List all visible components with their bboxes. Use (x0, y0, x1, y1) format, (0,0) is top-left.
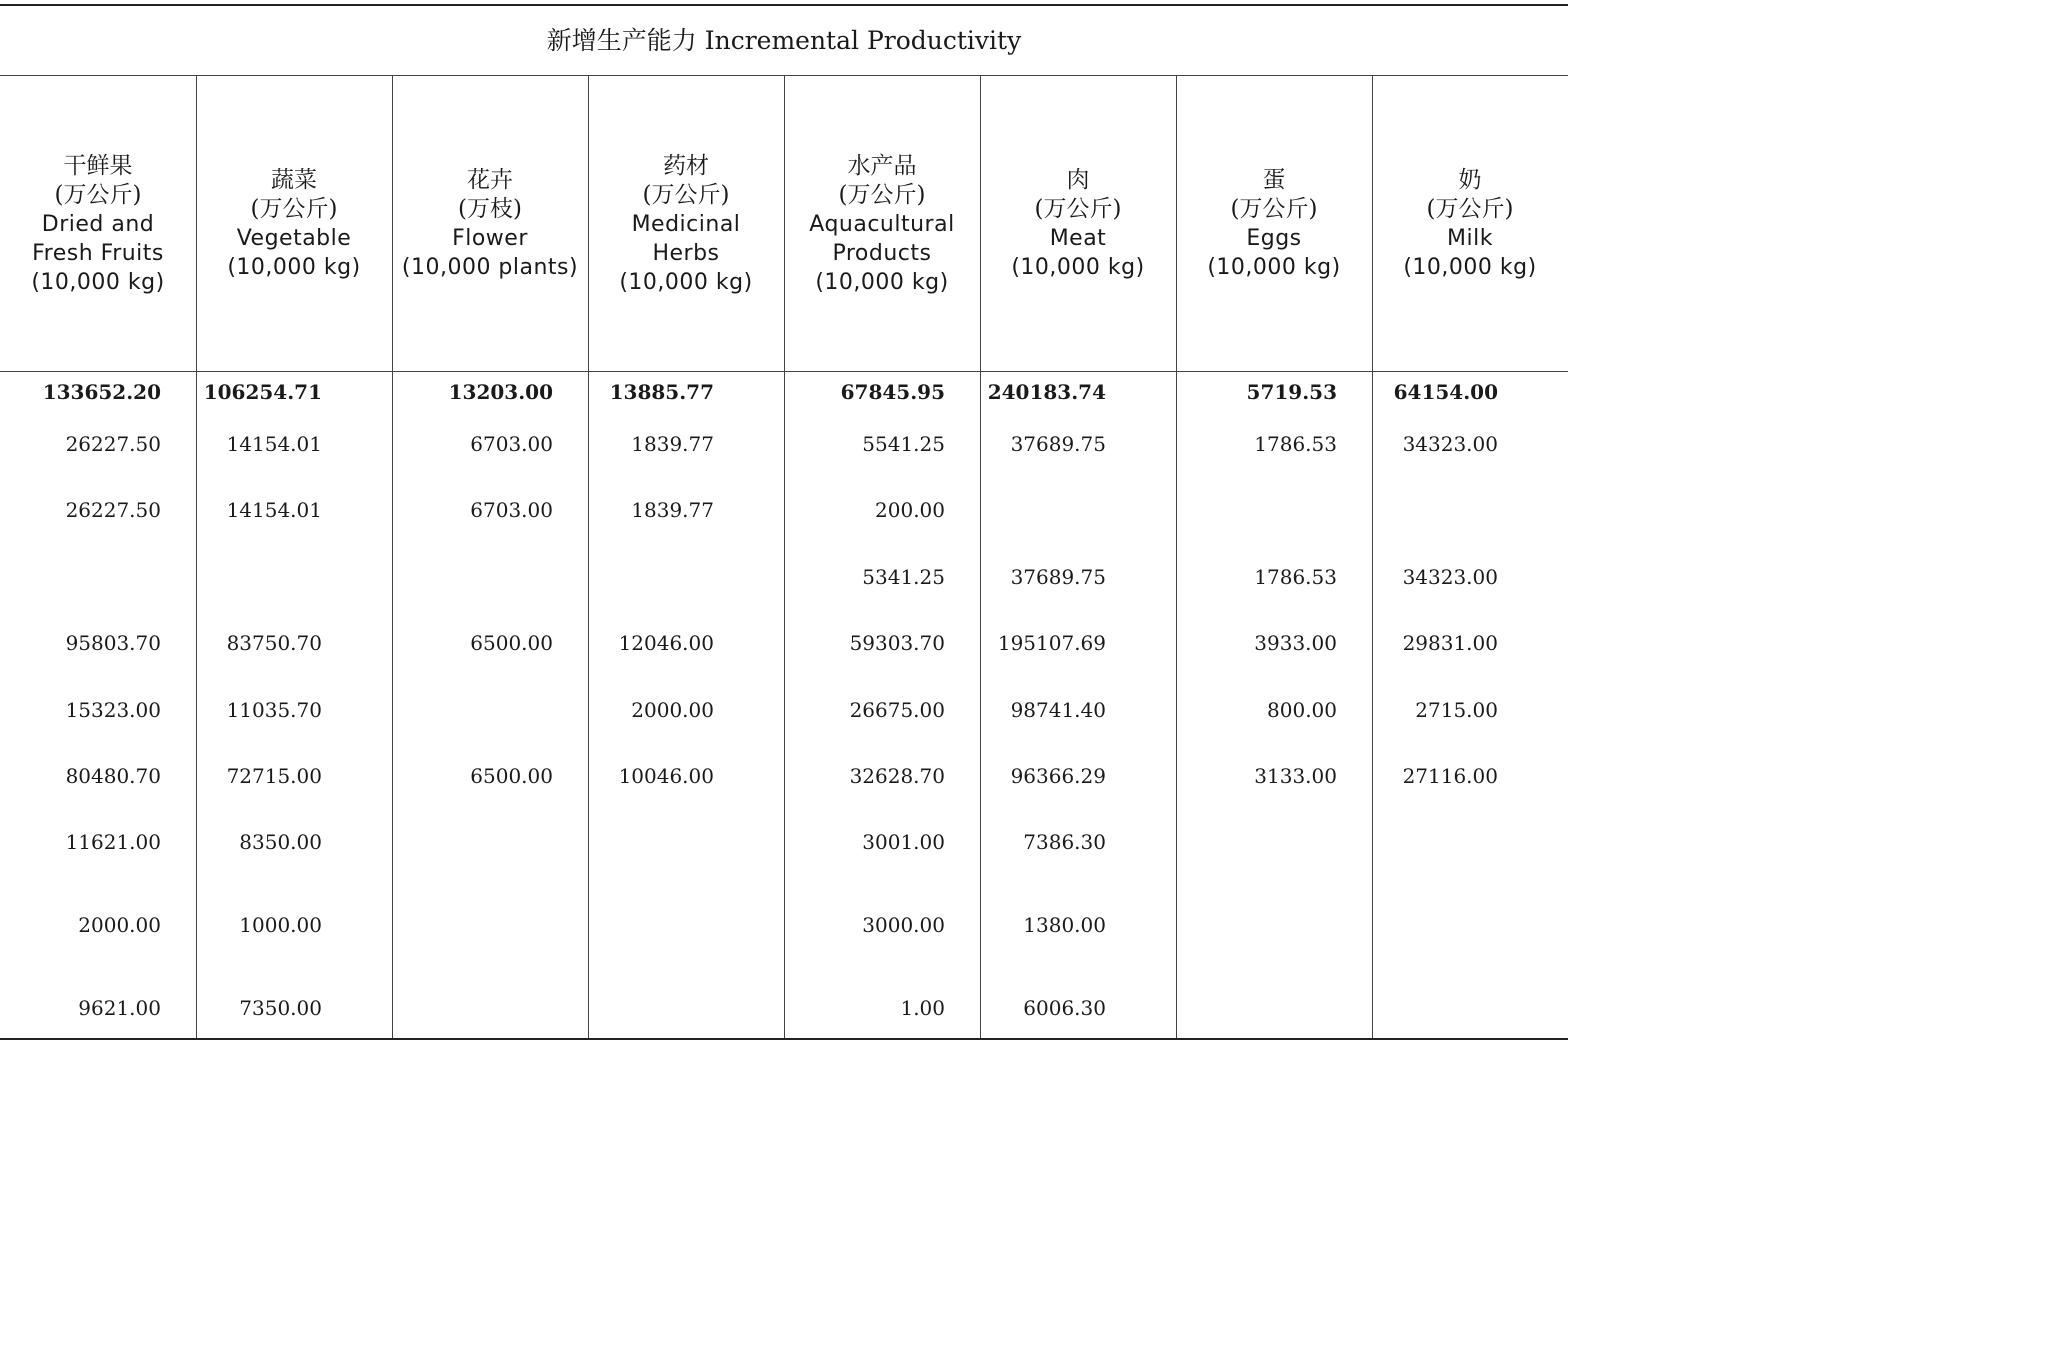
table-cell: 59303.70 (849, 631, 945, 655)
table-cell: 9621.00 (78, 996, 161, 1020)
table-cell: 14154.01 (226, 498, 322, 522)
header-name-en: Eggs (1246, 226, 1302, 251)
table-cell: 1000.00 (239, 913, 322, 937)
column-header (784, 77, 980, 371)
table-cell: 34323.00 (1402, 565, 1498, 589)
header-unit-en: (10,000 plants) (401, 255, 579, 280)
table-cell: 240183.74 (987, 380, 1106, 404)
table-row (0, 905, 1568, 945)
table-cell: 26227.50 (65, 498, 161, 522)
header-name-en: Herbs (652, 240, 720, 266)
column-header-text (1011, 166, 1144, 282)
table-cell: 26227.50 (65, 432, 161, 456)
table-row (0, 988, 1568, 1028)
table-cell (1372, 905, 1498, 945)
table-cell: 26675.00 (849, 698, 945, 722)
table-cell (1372, 988, 1498, 1028)
table-row (0, 623, 1568, 663)
header-unit-en: (10,000 kg) (1207, 255, 1341, 280)
table-cell: 5541.25 (862, 432, 945, 456)
column-header-text (1207, 166, 1340, 282)
table-cell: 11621.00 (65, 830, 161, 854)
table-cell (392, 822, 553, 862)
column-header-text (227, 166, 360, 282)
table-cell (392, 557, 553, 597)
table-cell: 14154.01 (226, 432, 322, 456)
table-cell: 64154.00 (1393, 380, 1498, 404)
header-name-zh: 蛋 (1262, 167, 1286, 193)
header-name-zh: 蔬菜 (271, 167, 317, 193)
table-cell: 3000.00 (862, 913, 945, 937)
table-row (0, 690, 1568, 730)
table-cell: 37689.75 (1010, 432, 1106, 456)
table-cell: 15323.00 (65, 698, 161, 722)
table-cell (0, 557, 161, 597)
header-unit-zh: (万公斤) (1426, 196, 1514, 222)
table-cell: 2000.00 (78, 913, 161, 937)
table-cell: 13203.00 (448, 380, 553, 404)
table-cell: 37689.75 (1010, 565, 1106, 589)
table-cell (392, 905, 553, 945)
table-cell: 1786.53 (1254, 432, 1337, 456)
table-cell (196, 557, 322, 597)
table-cell: 6006.30 (1023, 996, 1106, 1020)
column-header-text (1403, 166, 1536, 282)
table-cell (588, 557, 714, 597)
table-cell (1176, 905, 1337, 945)
table-cell: 1839.77 (631, 498, 714, 522)
table-cell: 10046.00 (618, 764, 714, 788)
total-row (0, 372, 1568, 412)
header-unit-en: (10,000 kg) (31, 269, 165, 295)
table-cell (1176, 490, 1337, 530)
column-header-text (619, 152, 752, 297)
table-row (0, 424, 1568, 464)
header-name-en: Products (832, 240, 932, 266)
table-row (0, 822, 1568, 862)
header-unit-en: (10,000 kg) (1011, 255, 1145, 280)
table-row (0, 490, 1568, 530)
table-cell: 106254.71 (203, 380, 322, 404)
table-cell: 27116.00 (1402, 764, 1498, 788)
header-unit-zh: (万公斤) (838, 181, 926, 208)
table-cell: 11035.70 (226, 698, 322, 722)
header-name-zh: 奶 (1458, 167, 1482, 193)
header-name-zh: 肉 (1066, 167, 1090, 193)
column-header (392, 77, 588, 371)
column-header-text (402, 166, 578, 282)
header-name-en: Dried and (41, 211, 155, 237)
table-cell (1372, 490, 1498, 530)
table-cell: 95803.70 (65, 631, 161, 655)
table-title: 新增生产能力 Incremental Productivity (546, 26, 1022, 55)
header-name-en: Aquacultural (809, 211, 955, 237)
table-cell: 72715.00 (226, 764, 322, 788)
column-header (1176, 77, 1372, 371)
table-cell: 6500.00 (470, 764, 553, 788)
header-name-en: Vegetable (236, 226, 352, 251)
table-cell: 6703.00 (470, 432, 553, 456)
table-cell: 8350.00 (239, 830, 322, 854)
column-header-text (31, 152, 164, 297)
column-header (980, 77, 1176, 371)
table-cell: 1786.53 (1254, 565, 1337, 589)
header-name-zh: 干鲜果 (63, 152, 133, 179)
table-cell: 96366.29 (1010, 764, 1106, 788)
table-cell (392, 690, 553, 730)
column-header (0, 77, 196, 371)
header-name-en: Meat (1049, 226, 1107, 251)
header-unit-zh: (万公斤) (54, 181, 142, 208)
table-cell: 133652.20 (42, 380, 161, 404)
header-name-zh: 药材 (663, 152, 709, 179)
table-cell: 12046.00 (618, 631, 714, 655)
table-cell (1372, 822, 1498, 862)
header-unit-en: (10,000 kg) (815, 269, 949, 295)
header-unit-en: (10,000 kg) (1403, 255, 1537, 280)
table-cell: 5341.25 (862, 565, 945, 589)
column-header (1372, 77, 1568, 371)
table-cell: 800.00 (1267, 698, 1337, 722)
header-unit-zh: (万公斤) (642, 181, 730, 208)
table-cell: 1380.00 (1023, 913, 1106, 937)
column-header (196, 77, 392, 371)
table-cell: 32628.70 (849, 764, 945, 788)
table-cell: 195107.69 (997, 631, 1106, 655)
table-cell: 6703.00 (470, 498, 553, 522)
table-cell: 5719.53 (1246, 380, 1337, 404)
table-cell (588, 822, 714, 862)
header-name-zh: 花卉 (466, 167, 513, 193)
table-cell: 6500.00 (470, 631, 553, 655)
header-name-en: Milk (1447, 226, 1493, 251)
table-cell: 7386.30 (1023, 830, 1106, 854)
table-cell: 34323.00 (1402, 432, 1498, 456)
header-unit-zh: (万公斤) (1230, 196, 1318, 222)
table-cell: 7350.00 (239, 996, 322, 1020)
header-name-en: Flower (452, 226, 528, 251)
table-cell: 83750.70 (226, 631, 322, 655)
table-row (0, 557, 1568, 597)
header-name-en: Medicinal (631, 211, 741, 237)
header-unit-en: (10,000 kg) (227, 255, 361, 280)
bottom-rule (0, 1038, 1568, 1040)
table-cell: 67845.95 (840, 380, 945, 404)
table-cell (1176, 822, 1337, 862)
table-cell: 13885.77 (609, 380, 714, 404)
table-cell (980, 490, 1106, 530)
table-cell (1176, 988, 1337, 1028)
table-cell: 1839.77 (631, 432, 714, 456)
table-cell: 200.00 (875, 498, 945, 522)
table-cell (392, 988, 553, 1028)
table-cell: 3933.00 (1254, 631, 1337, 655)
header-name-en: Fresh Fruits (32, 240, 164, 266)
table-cell (588, 988, 714, 1028)
table-cell: 80480.70 (65, 764, 161, 788)
table-cell: 1.00 (900, 996, 945, 1020)
table-cell: 2715.00 (1415, 698, 1498, 722)
table-cell: 98741.40 (1010, 698, 1106, 722)
table-cell: 29831.00 (1402, 631, 1498, 655)
header-unit-zh: (万公斤) (1034, 196, 1122, 222)
column-header-text (809, 152, 954, 297)
header-unit-en: (10,000 kg) (619, 269, 753, 295)
header-name-zh: 水产品 (847, 152, 917, 179)
table-cell: 3001.00 (862, 830, 945, 854)
header-unit-zh: (万枝) (458, 196, 522, 222)
header-unit-zh: (万公斤) (250, 196, 338, 222)
table-row (0, 756, 1568, 796)
table-cell (588, 905, 714, 945)
column-header (588, 77, 784, 371)
table-cell: 2000.00 (631, 698, 714, 722)
table-cell: 3133.00 (1254, 764, 1337, 788)
